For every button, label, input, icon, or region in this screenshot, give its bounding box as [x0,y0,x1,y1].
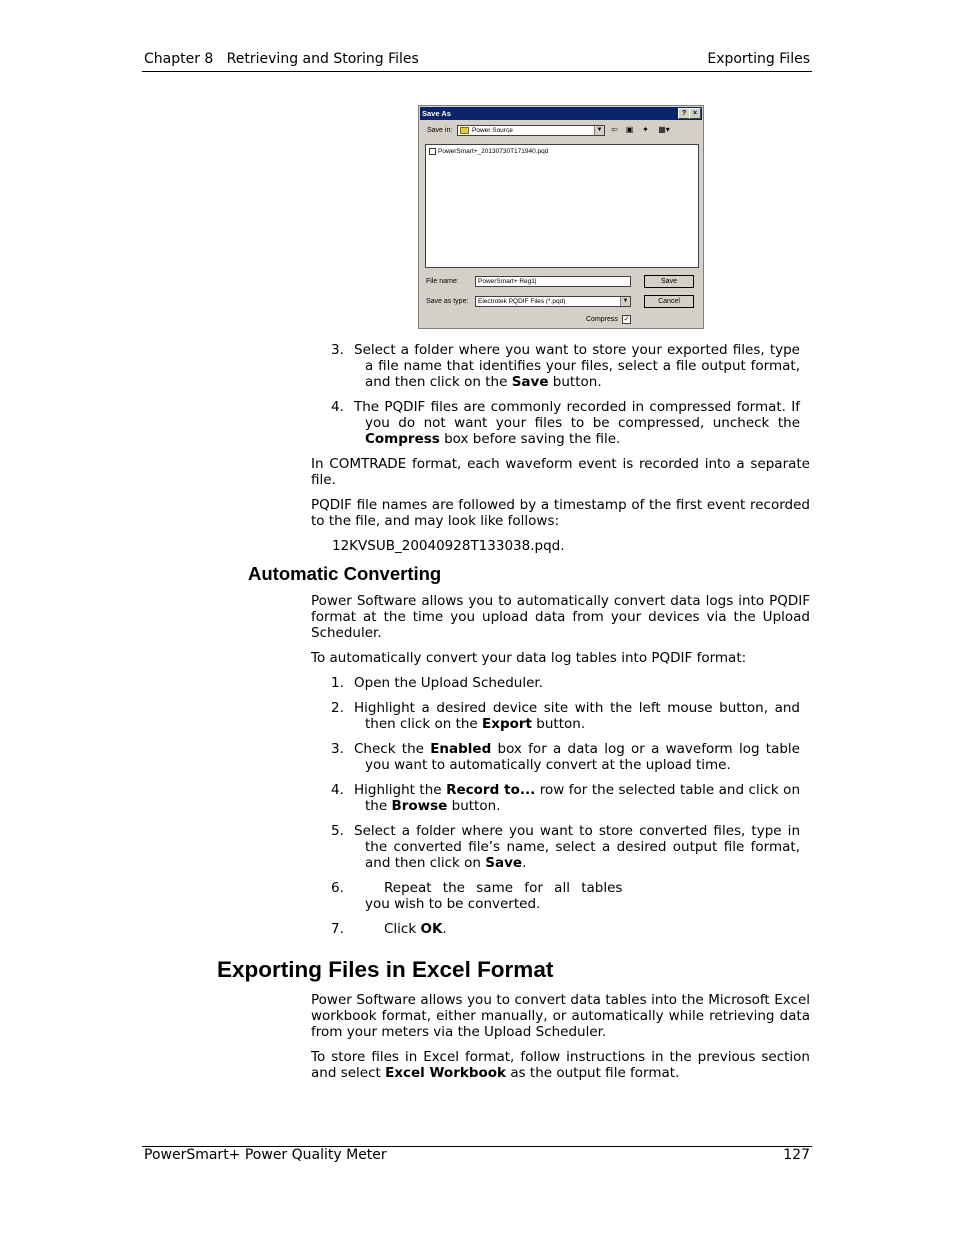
text: Repeat the same for all tables [384,880,623,896]
save-in-combo[interactable] [457,125,605,136]
cancel-button[interactable]: Cancel [644,295,694,308]
help-button[interactable]: ? [678,108,690,119]
chevron-down-icon: ▼ [620,297,630,306]
text: Open the Upload Scheduler. [354,675,544,691]
save-as-type-value: Electrotek PQDIF Files (*.pqd) [478,298,566,305]
list-item [331,921,800,937]
text: . [522,855,527,871]
save-as-dialog [418,105,704,329]
file-name-input[interactable]: PowerSmart+ Reg1| [475,276,631,287]
bold-text: Export [482,716,532,732]
header-section: Exporting Files [707,51,810,67]
text: box before saving the file. [439,431,621,447]
section-heading: Automatic Converting [248,563,442,584]
paragraph [311,1049,810,1081]
save-as-type-label: Save as type: [426,298,469,305]
file-list[interactable] [425,144,699,268]
bold-text: Enabled [430,741,492,757]
text: row for the selected table and click on the [365,782,801,814]
footer-product: PowerSmart+ Power Quality Meter [144,1147,387,1163]
text: Highlight a desired device site with the left mouse button, and then click on the [354,700,800,732]
text: . [442,921,447,937]
text: as the output file format. [506,1065,680,1081]
paragraph: Power Software allows you to convert data tables into the Microsoft Excel workbook format, either manually, or automatically while retrieving data from your meters via the Upload Scheduler. [311,992,810,1040]
list-number: 7. [331,921,344,937]
list-item [331,880,800,912]
chevron-down-icon: ▼ [594,126,604,135]
text: Check the [354,741,431,757]
list-item [331,342,800,390]
up-folder-icon[interactable]: ▣ [625,125,634,134]
bold-text: Browse [391,798,448,814]
bold-text: OK [420,921,443,937]
list-number: 1. [331,675,344,691]
paragraph: To automatically convert your data log tables into PQDIF format: [311,650,747,666]
list-number: 3. [331,741,344,757]
text: Highlight the [354,782,447,798]
file-name-label: File name: [426,278,459,285]
page-number: 127 [783,1147,810,1163]
list-item [331,700,800,732]
view-menu-icon[interactable]: ▦▾ [658,125,670,134]
list-item [331,741,800,773]
new-folder-icon[interactable]: ✦ [642,125,649,134]
list-number: 2. [331,700,344,716]
file-icon [429,148,436,155]
example-filename: 12KVSUB_20040928T133038.pqd. [332,538,565,554]
bold-text: Record to... [446,782,536,798]
save-as-type-select[interactable] [475,296,631,307]
compress-label: Compress [586,316,618,323]
header-chapter: Chapter 8 Retrieving and Storing Files [144,51,419,67]
save-in-label: Save in: [427,127,453,134]
list-item [331,399,800,447]
list-item [331,782,800,814]
list-item [331,823,800,871]
text: Click [384,921,421,937]
compress-checkbox[interactable]: ✓ [623,316,630,323]
list-number: 4. [331,399,344,415]
save-button[interactable]: Save [644,275,694,288]
text: button. [548,374,602,390]
text: To store files in Excel format, follow instructions in the previous section and select [311,1049,810,1081]
section-heading: Exporting Files in Excel Format [217,957,554,982]
folder-icon [460,127,469,134]
text: Select a folder where you want to store your exported files, type a file name that identifies your files, select a file output format, and then click on the [354,342,800,390]
header-rule [142,71,812,72]
text: button. [532,716,586,732]
save-in-value: Power Source [472,127,513,134]
text: Select a folder where you want to store converted files, type in the converted file’s name, select a desired output file format, and then click on [354,823,800,871]
close-button[interactable]: × [689,108,701,119]
list-number: 4. [331,782,344,798]
file-item-label: PowerSmart+_20130730T171940.pqd [438,148,549,156]
paragraph: Power Software allows you to automatically convert data logs into PQDIF format at the time you upload data from your devices via the Upload Scheduler. [311,593,810,641]
bold-text: Save [485,855,523,871]
list-number: 5. [331,823,344,839]
list-number: 6. [331,880,344,896]
paragraph: In COMTRADE format, each waveform event is recorded into a separate file. [311,456,810,488]
bold-text: Save [511,374,549,390]
text: button. [447,798,501,814]
list-item [331,675,800,691]
text: you wish to be converted. [365,896,541,912]
list-number: 3. [331,342,344,358]
bold-text: Excel Workbook [385,1065,507,1081]
file-list-item[interactable] [429,148,548,155]
dialog-title: Save As [420,107,702,120]
text: box for a data log or a waveform log table you want to automatically convert at the upload time. [365,741,800,773]
bold-text: Compress [365,431,440,447]
text: The PQDIF files are commonly recorded in compressed format. If you do not want your files to be compressed, uncheck the [354,399,800,431]
paragraph: PQDIF file names are followed by a timestamp of the first event recorded to the file, and may look like follows: [311,497,810,529]
back-icon[interactable]: ⇦ [611,125,618,134]
